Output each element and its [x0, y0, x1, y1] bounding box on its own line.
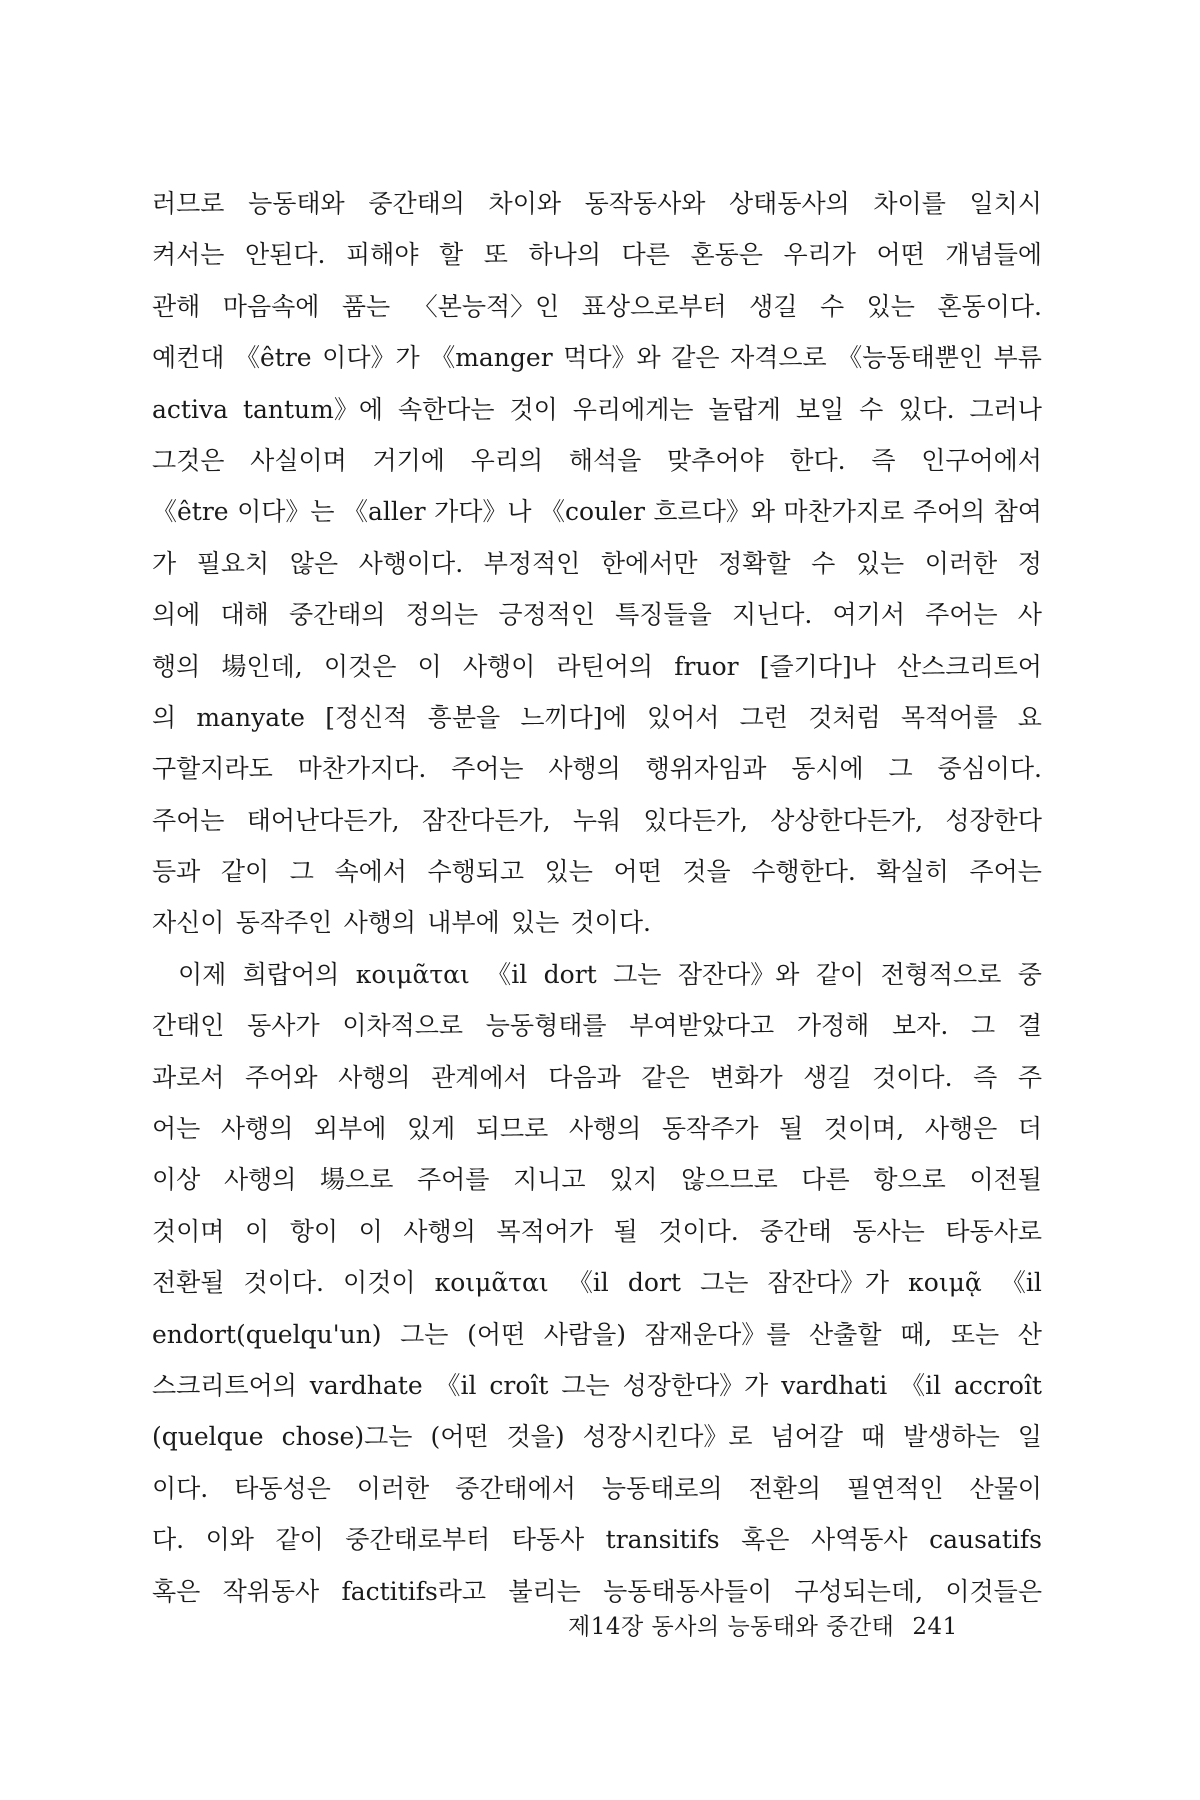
text-line: 구할지라도 마찬가지다. 주어는 사행의 행위자임과 동시에 그 중심이다. [152, 754, 1042, 784]
text-line: 의에 대해 중간태의 정의는 긍정적인 특징들을 지닌다. 여기서 주어는 사 [152, 600, 1042, 630]
running-header-chapter: 제14장 동사의 능동태와 중간태 [568, 1614, 895, 1640]
text-line: 러므로 능동태와 중간태의 차이와 동작동사와 상태동사의 차이를 일치시 [152, 189, 1042, 218]
text-line: 행의 場인데, 이것은 이 사행이 라틴어의 fruor [즐기다]나 산스크리트어 [152, 651, 1042, 681]
text-line: 가 필요치 않은 사행이다. 부정적인 한에서만 정확할 수 있는 이러한 정 [152, 548, 1042, 578]
text-line: 그것은 사실이며 거기에 우리의 해석을 맞추어야 한다. 즉 인구어에서 [152, 445, 1042, 475]
text-line: 《être 이다》는 《aller 가다》나 《couler 흐르다》와 마찬가지로 주어의 참여 [152, 497, 1042, 527]
text-line: 혹은 작위동사 factitifs라고 불리는 능동태동사들이 구성되는데, 이것들은 [152, 1576, 1042, 1606]
text-line: 전환될 것이다. 이것이 κοιμᾶται 《il dort 그는 잠잔다》가 κοιμᾷ 《il [152, 1268, 1042, 1298]
text-line: 이제 희랍어의 κοιμᾶται 《il dort 그는 잠잔다》와 같이 전형적으로 중 [178, 959, 1042, 989]
text-line: 어는 사행의 외부에 있게 되므로 사행의 동작주가 될 것이며, 사행은 더 [152, 1114, 1042, 1144]
text-line: (quelque chose)그는 (어떤 것을) 성장시킨다》로 넘어갈 때 발생하는 일 [152, 1422, 1042, 1452]
text-line: 켜서는 안된다. 피해야 할 또 하나의 다른 혼동은 우리가 어떤 개념들에 [152, 240, 1042, 270]
text-line: 자신이 동작주인 사행의 내부에 있는 것이다. [152, 908, 651, 938]
text-line: 주어는 태어난다든가, 잠잔다든가, 누워 있다든가, 상상한다든가, 성장한다 [152, 805, 1042, 835]
page-footer [568, 1608, 958, 1641]
text-line: 과로서 주어와 사행의 관계에서 다음과 같은 변화가 생길 것이다. 즉 주 [152, 1062, 1042, 1092]
text-line: 다. 이와 같이 중간태로부터 타동사 transitifs 혹은 사역동사 causatifs [152, 1525, 1042, 1555]
text-line: 간태인 동사가 이차적으로 능동형태를 부여받았다고 가정해 보자. 그 결 [152, 1011, 1042, 1041]
page-number: 241 [912, 1614, 958, 1640]
text-line: 것이며 이 항이 이 사행의 목적어가 될 것이다. 중간태 동사는 타동사로 [152, 1216, 1042, 1246]
text-line: 의 manyate [정신적 흥분을 느끼다]에 있어서 그런 것처럼 목적어를 요 [152, 702, 1042, 732]
text-line: 관해 마음속에 품는 〈본능적〉인 표상으로부터 생길 수 있는 혼동이다. [152, 291, 1042, 321]
text-line: activa tantum》에 속한다는 것이 우리에게는 놀랍게 보일 수 있다. 그러나 [152, 394, 1042, 424]
text-line: 스크리트어의 vardhate 《il croît 그는 성장한다》가 vardhati 《il accroît [152, 1370, 1042, 1400]
text-line: 이상 사행의 場으로 주어를 지니고 있지 않으므로 다른 항으로 이전될 [152, 1165, 1042, 1195]
text-line: 예컨대 《être 이다》가 《manger 먹다》와 같은 자격으로 《능동태뿐인 부류 [152, 343, 1042, 373]
body-text [152, 178, 1042, 1617]
text-line: endort(quelqu'un) 그는 (어떤 사람을) 잠재운다》를 산출할 때, 또는 산 [152, 1319, 1042, 1349]
text-line: 등과 같이 그 속에서 수행되고 있는 어떤 것을 수행한다. 확실히 주어는 [152, 857, 1042, 887]
text-line: 이다. 타동성은 이러한 중간태에서 능동태로의 전환의 필연적인 산물이 [152, 1473, 1042, 1503]
